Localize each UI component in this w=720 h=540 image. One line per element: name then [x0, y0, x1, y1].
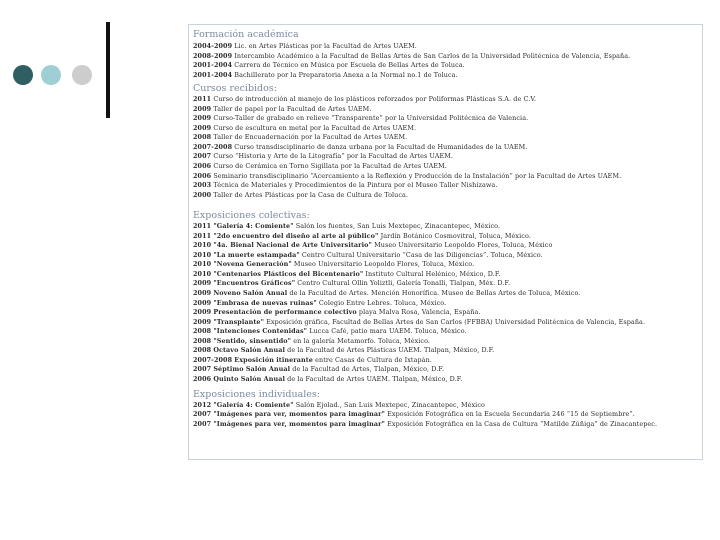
entry-title: Octavo Salón Anual [213, 346, 286, 355]
entry-text: Instituto Cultural Helénico, México, D.F. [363, 269, 501, 278]
entry-title: "Centenarios Plásticos del Bicentenario" [213, 269, 364, 278]
entry-title: Noveno Salón Anual [213, 289, 288, 298]
entry-year: 2009 [193, 317, 212, 326]
colectivas-entry [193, 308, 701, 318]
entry-title: "Galería 4: Comiente" [213, 222, 294, 231]
entry-text: de la Facultad de Artes, Tlalpan, México, D.F. [290, 365, 445, 374]
cv-content [193, 28, 701, 429]
entry-text: Curso de escultura en metal por la Facultad de Artes UAEM. [213, 123, 417, 132]
formacion-entry [193, 52, 701, 62]
entry-text: playa Malva Rosa, Valencia, España. [356, 308, 481, 317]
colectivas-entry [193, 251, 701, 261]
cursos-entry [193, 133, 701, 143]
colectivas-entry [193, 232, 701, 242]
entry-text: Seminario transdisciplinario “Acercamiento a la Reflexión y Producción de la Instalación” por la Facultad de Artes UAEM. [213, 171, 622, 180]
cursos-entry [193, 181, 701, 191]
entry-text: Exposición Fotográfica en la Escuela Secundaria 246 “15 de Septiembre”. [384, 410, 635, 419]
entry-year: 2009 [193, 123, 212, 132]
vertical-accent-bar [106, 22, 110, 118]
entry-title: "Intenciones Contenidas" [213, 327, 308, 336]
colectivas-entry [193, 337, 701, 347]
entry-text: Bachillerato por la Preparatoria Anexa a la Normal no.1 de Toluca. [234, 70, 458, 79]
entry-title: "Galería 4: Comiente" [213, 400, 294, 409]
entry-text: de la Facultad de Artes. Mención Honorífica. Museo de Bellas Artes de Toluca, México. [287, 289, 581, 298]
entry-text: Museo Universitario Leopoldo Flores, Toluca, México. [291, 260, 475, 269]
entry-year: 2008-2009 [193, 51, 233, 60]
entry-year: 2008 [193, 327, 212, 336]
entry-text: Lic. en Artes Plásticas por la Facultad de Artes UAEM. [234, 42, 417, 50]
entry-text: Técnica de Materiales y Procedimientos de la Pintura por el Museo Taller Nishizawa. [213, 181, 498, 190]
entry-title: "Embrasa de nuevas ruinas" [213, 298, 317, 307]
entry-year: 2011 [193, 222, 212, 231]
entry-year: 2007 [193, 410, 212, 419]
colectivas-entry [193, 270, 701, 280]
entry-year: 2007 [193, 365, 212, 374]
colectivas-entry [193, 299, 701, 309]
entry-title: "La muerte estampada" [213, 250, 300, 259]
colectivas-entry [193, 241, 701, 251]
entry-text: entre Casas de Cultura de Ixtapán. [312, 355, 432, 364]
section-heading-formacion: Formación académica [193, 29, 299, 40]
colectivas-entry [193, 289, 701, 299]
colectivas-entry [193, 260, 701, 270]
entry-year: 2006 [193, 374, 212, 383]
entry-text: Jardín Botánico Cosmovitral, Toluca, México. [378, 231, 531, 240]
list-colectivas [193, 222, 701, 384]
entry-year: 2010 [193, 250, 212, 259]
cursos-entry [193, 124, 701, 134]
entry-text: Curso de introducción al manejo de los plásticos reforzados por Poliformas Plásticas S.A. de C.V. [213, 95, 537, 104]
entry-text: Taller de Artes Plásticas por la Casa de Cultura de Toluca. [213, 190, 409, 199]
entry-title: "4a. Bienal Nacional de Arte Universitario" [213, 241, 372, 250]
entry-title: "Encuentros Gráficos" [213, 279, 296, 288]
entry-title: "Imágenes para ver, momentos para imaginar" [213, 419, 385, 428]
entry-year: 2010 [193, 241, 212, 250]
entry-year: 2007 [193, 419, 212, 428]
entry-year: 2003 [193, 181, 212, 190]
entry-text: Carrera de Técnico en Música por Escuela de Bellas Artes de Toluca. [234, 61, 465, 70]
entry-year: 2012 [193, 400, 212, 409]
section-heading-cursos: Cursos recibidos: [193, 83, 277, 95]
entry-year: 2000 [193, 190, 212, 199]
entry-text: Intercambio Académico a la Facultad de Bellas Artes de San Carlos de la Universidad Politécnica de Valencia, España. [234, 51, 631, 60]
entry-text: Salón Ejolad., San Luis Mextepec, Zinacantepec, México [293, 400, 485, 409]
individuales-entry [193, 401, 701, 411]
entry-title: Exposición itinerante [234, 355, 313, 364]
colectivas-entry [193, 356, 701, 366]
entry-title: "Novena Generación" [213, 260, 292, 269]
entry-year: 2009 [193, 289, 212, 298]
list-individuales [193, 401, 701, 430]
cursos-entry [193, 172, 701, 182]
list-cursos [193, 95, 701, 200]
entry-year: 2007-2008 [193, 142, 233, 151]
individuales-entry [193, 410, 701, 420]
colectivas-entry [193, 346, 701, 356]
entry-text: Colegio Entre Lebres. Toluca, México. [316, 298, 447, 307]
cursos-entry [193, 152, 701, 162]
entry-year: 2008 [193, 346, 212, 355]
entry-text: Exposición gráfica, Facultad de Bellas Artes de San Carlos (FFBBA) Universidad Politécnica de Valencia, España. [264, 317, 646, 326]
entry-text: Centro Cultural Ollin Yoliztli, Galería Tonalli, Tlalpan, Méx. D.F. [295, 279, 511, 288]
entry-year: 2007 [193, 152, 212, 161]
entry-year: 2011 [193, 95, 212, 104]
cursos-entry [193, 114, 701, 124]
entry-text: Curso transdisciplinario de danza urbana por la Facultad de Humanidades de la UAEM. [234, 142, 528, 151]
entry-text: de la Facultad de Artes UAEM. Tlalpan, México, D.F. [285, 374, 463, 383]
entry-title: Séptimo Salón Anual [213, 365, 291, 374]
cursos-entry [193, 95, 701, 105]
entry-title: "Transplante" [213, 317, 265, 326]
entry-text: Museo Universitario Leopoldo Flores, Toluca, México [371, 241, 553, 250]
entry-title: "Imágenes para ver, momentos para imaginar" [213, 410, 385, 419]
entry-year: 2006 [193, 162, 212, 171]
colectivas-entry [193, 318, 701, 328]
entry-year: 2008 [193, 133, 212, 142]
cursos-entry [193, 105, 701, 115]
formacion-entry [193, 71, 701, 81]
entry-year: 2009 [193, 279, 212, 288]
section-heading-individuales: Exposiciones individuales: [193, 388, 321, 400]
entry-year: 2010 [193, 269, 212, 278]
entry-year: 2009 [193, 114, 212, 123]
entry-title: Presentación de performance colectivo [213, 308, 357, 317]
entry-year: 2009 [193, 104, 212, 113]
entry-text: Curso “Historia y Arte de la Litografía” por la Facultad de Artes UAEM. [213, 152, 454, 161]
entry-text: Lucca Café, patio mara UAEM. Toluca, México. [307, 327, 467, 336]
list-formacion [193, 42, 701, 80]
individuales-entry [193, 420, 701, 430]
colectivas-entry [193, 222, 701, 232]
entry-year: 2004-2009 [193, 42, 233, 50]
entry-year: 2011 [193, 231, 212, 240]
entry-year: 2001-2004 [193, 70, 233, 79]
colectivas-entry [193, 375, 701, 385]
entry-year: 2009 [193, 298, 212, 307]
entry-text: en la galería Metamorfo. Toluca, México. [291, 336, 431, 345]
entry-text: Curso-Taller de grabado en relieve “Transparente” por la Universidad Politécnica de Valencia. [213, 114, 529, 123]
entry-year: 2008 [193, 336, 212, 345]
entry-year: 2010 [193, 260, 212, 269]
colectivas-entry [193, 279, 701, 289]
entry-text: Exposición Fotográfica en la Casa de Cultura “Matilde Zúñiga” de Zinacantepec. [384, 419, 658, 428]
accent-dot-dark [13, 65, 33, 85]
colectivas-entry [193, 365, 701, 375]
section-heading-colectivas: Exposiciones colectivas: [193, 210, 310, 222]
entry-year: 2007-2008 [193, 355, 233, 364]
formacion-entry [193, 61, 701, 71]
entry-text: Salón los fuentes, San Luis Mextepec, Zinacantepec, México. [293, 222, 501, 231]
entry-year: 2006 [193, 171, 212, 180]
cursos-entry [193, 162, 701, 172]
colectivas-entry [193, 327, 701, 337]
accent-dot-light [41, 65, 61, 85]
cursos-entry [193, 143, 701, 153]
cursos-entry [193, 191, 701, 201]
formacion-entry [193, 42, 701, 52]
entry-text: Centro Cultural Universitario “Casa de las Diligencias”. Toluca, México. [299, 250, 543, 259]
accent-dot-gray [72, 65, 92, 85]
entry-text: de la Facultad de Artes Plásticas UAEM. Tlalpan, México, D.F. [285, 346, 495, 355]
entry-text: Curso de Cerámica en Torno Sigillata por la Facultad de Artes UAEM. [213, 162, 447, 171]
entry-title: Quinto Salón Anual [213, 374, 285, 383]
entry-title: "Sentido, sinsentido" [213, 336, 292, 345]
entry-text: Taller de Encuadernación por la Facultad de Artes UAEM. [213, 133, 408, 142]
entry-title: "2do encuentro del diseño al arte al público" [213, 231, 379, 240]
entry-text: Taller de papel por la Facultad de Artes UAEM. [213, 104, 372, 113]
entry-year: 2001-2004 [193, 61, 233, 70]
entry-year: 2009 [193, 308, 212, 317]
